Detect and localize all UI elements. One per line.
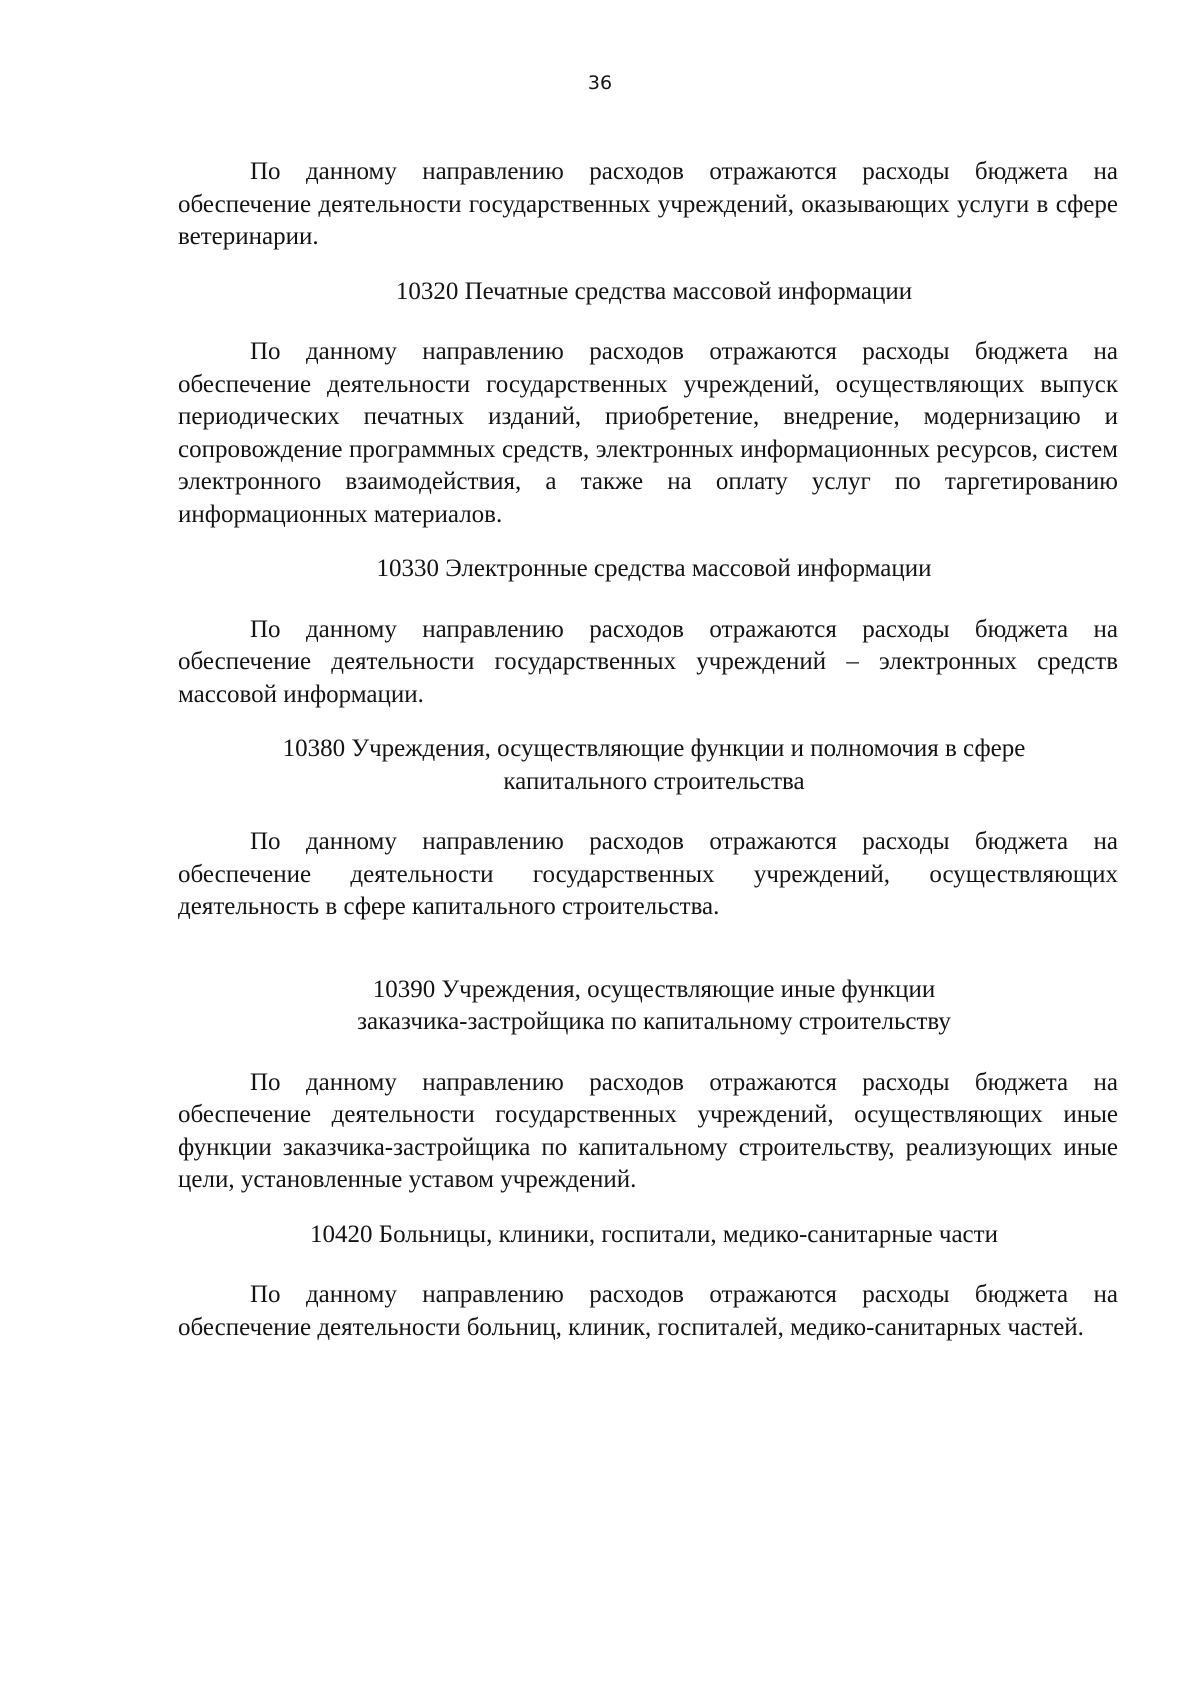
heading-10390 bbox=[178, 974, 1118, 1039]
paragraph-electronic-media: По данному направлению расходов отражаются расходы бюджета на обеспечение деятельности государственных учреждений – электронных средств массовой информации. bbox=[178, 615, 1118, 708]
heading-10380-line-2: капитального строительства bbox=[503, 767, 805, 795]
paragraph-customer-developer: По данному направлению расходов отражаются расходы бюджета на обеспечение деятельности государственных учреждений, осуществляющих иные функции заказчика-застройщика по капитальному строительству, реализующих иные цели, установленные уставом учреждений. bbox=[178, 1068, 1118, 1193]
heading-10390-line-2: заказчика-застройщика по капитальному строительству bbox=[357, 1008, 951, 1035]
heading-10380-line-1: 10380 Учреждения, осуществляющие функции и полномочия в сфере bbox=[282, 735, 1026, 762]
heading-10390-line-1: 10390 Учреждения, осуществляющие иные функции bbox=[372, 975, 936, 1003]
heading-10320 bbox=[178, 276, 1118, 309]
paragraph-veterinary: По данному направлению расходов отражаются расходы бюджета на обеспечение деятельности государственных учреждений, оказывающих услуги в сфере ветеринарии. bbox=[178, 158, 1118, 250]
heading-10420-line: 10420 Больницы, клиники, госпитали, медико-санитарные части bbox=[310, 1220, 998, 1248]
paragraph-print-media: По данному направлению расходов отражаются расходы бюджета на обеспечение деятельности государственных учреждений, осуществляющих выпуск периодических печатных изданий, приобретение, внедрение, модернизацию и сопровождение программных средств, электронных информационных ресурсов, систем электронного взаимодействия, а также на оплату услуг по таргетированию информационных материалов. bbox=[178, 338, 1118, 528]
heading-10330 bbox=[178, 553, 1118, 586]
heading-10420 bbox=[178, 1219, 1118, 1252]
heading-10330-line: 10330 Электронные средства массовой информации bbox=[376, 555, 932, 582]
heading-10320-line: 10320 Печатные средства массовой информации bbox=[395, 277, 913, 305]
document-body bbox=[178, 156, 1118, 1344]
page-number: 36 bbox=[587, 72, 613, 94]
paragraph-hospitals: По данному направлению расходов отражаются расходы бюджета на обеспечение деятельности больниц, клиник, госпиталей, медико-санитарных частей. bbox=[178, 1281, 1118, 1341]
paragraph-capital-construction: По данному направлению расходов отражаются расходы бюджета на обеспечение деятельности государственных учреждений, осуществляющих деятельность в сфере капитального строительства. bbox=[178, 828, 1118, 920]
heading-10380 bbox=[178, 733, 1118, 798]
